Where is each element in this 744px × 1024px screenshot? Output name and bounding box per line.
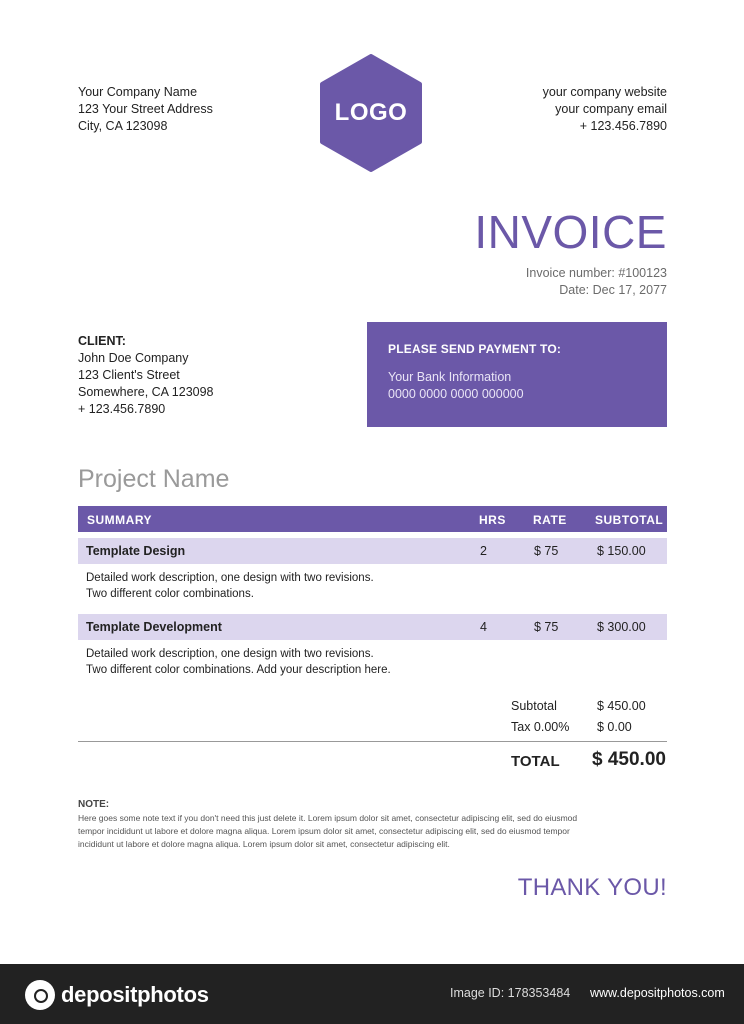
note-label: NOTE:	[78, 799, 110, 810]
item-hrs: 4	[480, 620, 487, 634]
item-desc-line: Two different color combinations.	[86, 588, 254, 600]
item-desc-line: Detailed work description, one design with two revisions.	[86, 648, 374, 660]
total-value: $ 450.00	[592, 749, 666, 770]
note-line: tempor incididunt ut labore et dolore magna aliqua. Lorem ipsum dolor sit amet, consectetur adipiscing elit, sed do eiusmod tempor	[78, 826, 570, 836]
client-street: 123 Client's Street	[78, 368, 180, 382]
bank-info: Your Bank Information	[388, 370, 512, 384]
brand-name: depositphotos	[61, 982, 209, 1007]
client-phone: + 123.456.7890	[78, 402, 166, 416]
subtotal-value: $ 450.00	[597, 699, 646, 713]
item-rate: $ 75	[534, 620, 559, 634]
tax-value: $ 0.00	[597, 720, 632, 734]
item-desc-line: Two different color combinations. Add your description here.	[86, 664, 391, 676]
company-email: your company email	[555, 102, 667, 116]
item-title: Template Development	[86, 620, 222, 634]
client-name: John Doe Company	[78, 351, 189, 365]
invoice-meta	[526, 265, 667, 299]
payment-box	[367, 322, 667, 427]
client-info	[78, 333, 214, 418]
item-hrs: 2	[480, 544, 487, 558]
footer-bar	[0, 964, 744, 1024]
note-text	[78, 812, 668, 851]
note-line: Here goes some note text if you don't need this just delete it. Lorem ipsum dolor sit amet, consectetur adipiscing elit, sed do eiusmod	[78, 813, 578, 823]
thank-you: THANK YOU!	[517, 874, 667, 901]
company-phone: + 123.456.7890	[579, 119, 667, 133]
summary-divider	[78, 741, 667, 742]
tax-label: Tax 0.00%	[511, 720, 570, 734]
company-contact	[543, 84, 667, 135]
item-subtotal: $ 300.00	[597, 620, 646, 634]
logo-text: LOGO	[334, 99, 408, 126]
header-summary: SUMMARY	[87, 513, 153, 527]
total-label: TOTAL	[511, 753, 560, 770]
item-rate: $ 75	[534, 544, 559, 558]
logo	[319, 54, 423, 172]
client-label: CLIENT:	[78, 334, 126, 348]
company-city: City, CA 123098	[78, 119, 168, 133]
invoice-number: Invoice number: #100123	[525, 266, 667, 280]
note-line: incididunt ut labore et dolore magna aliqua. Lorem ipsum dolor sit amet, consectetur adipiscing elit.	[78, 839, 450, 849]
item-description	[86, 570, 374, 602]
camera-icon	[25, 980, 55, 1010]
table-header	[78, 506, 667, 532]
company-website: your company website	[542, 85, 667, 99]
item-title: Template Design	[86, 544, 186, 558]
header-hrs: HRS	[479, 513, 506, 527]
item-description	[86, 646, 391, 678]
footer-brand[interactable]	[25, 978, 209, 1012]
payment-title: PLEASE SEND PAYMENT TO:	[388, 342, 562, 356]
bank-account: 0000 0000 0000 000000	[388, 387, 524, 401]
item-desc-line: Detailed work description, one design with two revisions.	[86, 572, 374, 584]
invoice-title: INVOICE	[474, 206, 667, 258]
company-street: 123 Your Street Address	[78, 102, 213, 116]
client-city: Somewhere, CA 123098	[78, 385, 214, 399]
item-subtotal: $ 150.00	[597, 544, 646, 558]
header-rate: RATE	[533, 513, 567, 527]
table-row	[78, 614, 667, 640]
subtotal-label: Subtotal	[511, 699, 557, 713]
company-info	[78, 84, 213, 135]
company-name: Your Company Name	[78, 85, 198, 99]
header-subtotal: SUBTOTAL	[595, 513, 664, 527]
site-link[interactable]: www.depositphotos.com	[590, 986, 725, 1000]
image-id: Image ID: 178353484	[450, 986, 571, 1000]
project-name: Project Name	[78, 465, 230, 493]
table-row	[78, 538, 667, 564]
invoice-date: Date: Dec 17, 2077	[559, 283, 667, 297]
